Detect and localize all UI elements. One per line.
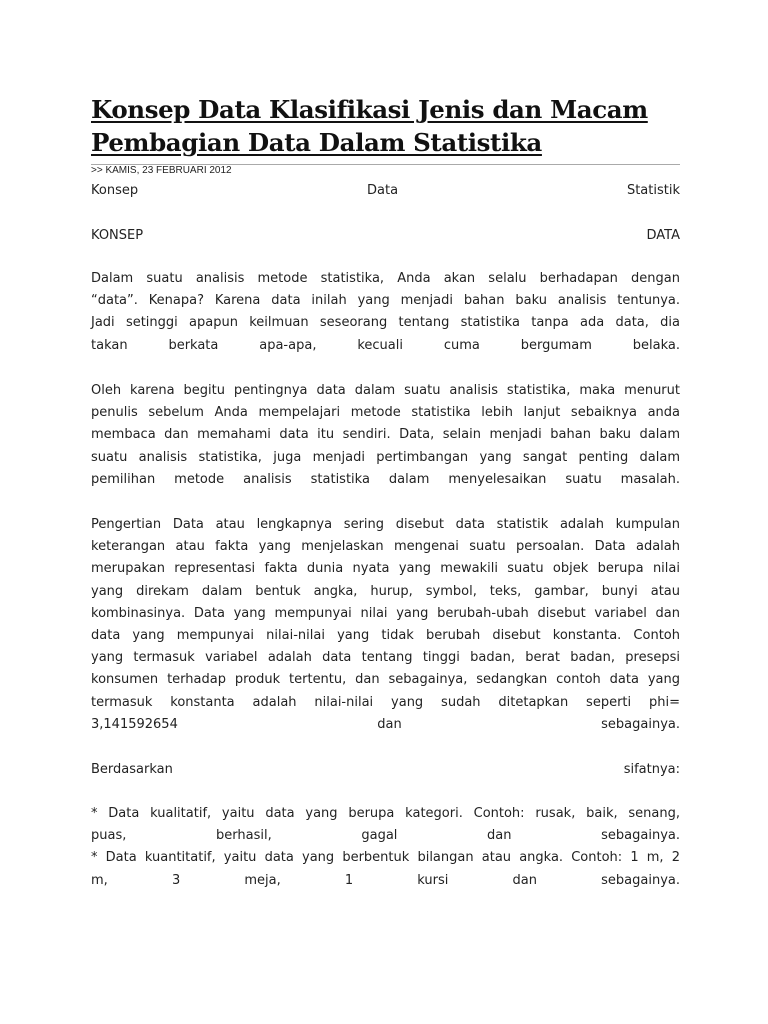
text-line: data yang mempunyai nilai-nilai yang tidak berubah disebut konstanta. Contoh	[91, 627, 680, 643]
text-line: takan berkata apa-apa, kecuali cuma bergumam belaka.	[91, 337, 680, 353]
text-line: Oleh karena begitu pentingnya data dalam suatu analisis statistika, maka menurut	[91, 383, 680, 398]
list-item-line: m, 3 meja, 1 kursi dan sebagainya.	[91, 872, 680, 888]
list-item-line: * Data kualitatif, yaitu data yang berupa kategori. Contoh: rusak, baik, senang,	[91, 806, 680, 821]
paragraph-1	[91, 268, 680, 357]
paragraph-2	[91, 380, 680, 491]
text-line: konsumen terhadap produk tertentu, dan sebagainya, sedangkan contoh data yang	[91, 672, 680, 688]
text-line: yang termasuk variabel adalah data tentang tinggi badan, berat badan, presepsi	[91, 650, 680, 666]
text-line: “data”. Kenapa? Karena data inilah yang menjadi bahan baku analisis tentunya.	[91, 293, 680, 309]
heading-row-konsep-data	[91, 225, 680, 247]
text-line: yang direkam dalam bentuk angka, hurup, symbol, teks, gambar, bunyi atau	[91, 583, 680, 599]
heading-word: DATA	[646, 228, 680, 243]
article-title[interactable]	[91, 93, 680, 159]
text-line: penulis sebelum Anda mempelajari metode statistika lebih lanjut sebaiknya anda	[91, 405, 680, 421]
title-line: Konsep Data Klasifikasi Jenis dan Macam	[91, 95, 648, 124]
text-line: keterangan atau fakta yang menjelaskan mengenai suatu persoalan. Data adalah	[91, 539, 680, 555]
heading-word: KONSEP	[91, 228, 144, 243]
heading-word: Berdasarkan	[91, 762, 173, 777]
text-line: suatu analisis statistika, juga menjadi pertimbangan yang sangat penting dalam	[91, 449, 680, 465]
heading-word: sifatnya:	[623, 762, 680, 777]
heading-row-berdasarkan-sifatnya	[91, 759, 680, 781]
text-line: Pengertian Data atau lengkapnya sering disebut data statistik adalah kumpulan	[91, 517, 680, 532]
heading-word: Data	[367, 183, 399, 198]
text-line: Jadi setinggi apapun keilmuan seseorang tentang statistika tanpa ada data, dia	[91, 315, 680, 331]
title-line: Pembagian Data Dalam Statistika	[91, 128, 542, 157]
text-line: membaca dan memahami data itu sendiri. Data, selain menjadi bahan baku dalam	[91, 427, 680, 443]
paragraph-3	[91, 514, 680, 736]
heading-word: Statistik	[626, 183, 680, 198]
text-line: merupakan representasi fakta dunia nyata yang mewakili suatu objek berupa nilai	[91, 561, 680, 577]
text-line: pemilihan metode analisis statistika dalam menyelesaikan suatu masalah.	[91, 471, 680, 487]
text-line: 3,141592654 dan sebagainya.	[91, 716, 680, 732]
list-item-line: puas, berhasil, gagal dan sebagainya.	[91, 828, 680, 844]
text-line: termasuk konstanta adalah nilai-nilai yang sudah ditetapkan seperti phi=	[91, 694, 680, 710]
post-date: >> KAMIS, 23 FEBRUARI 2012	[91, 165, 232, 176]
heading-word: Konsep	[91, 183, 139, 198]
list-item-line: * Data kuantitatif, yaitu data yang berbentuk bilangan atau angka. Contoh: 1 m, 2	[91, 850, 680, 866]
heading-row-konsep-data-statistik	[91, 180, 680, 202]
text-line: kombinasinya. Data yang mempunyai nilai yang berubah-ubah disebut variabel dan	[91, 605, 680, 621]
text-line: Dalam suatu analisis metode statistika, Anda akan selalu berhadapan dengan	[91, 271, 680, 286]
paragraph-4-list	[91, 803, 680, 892]
